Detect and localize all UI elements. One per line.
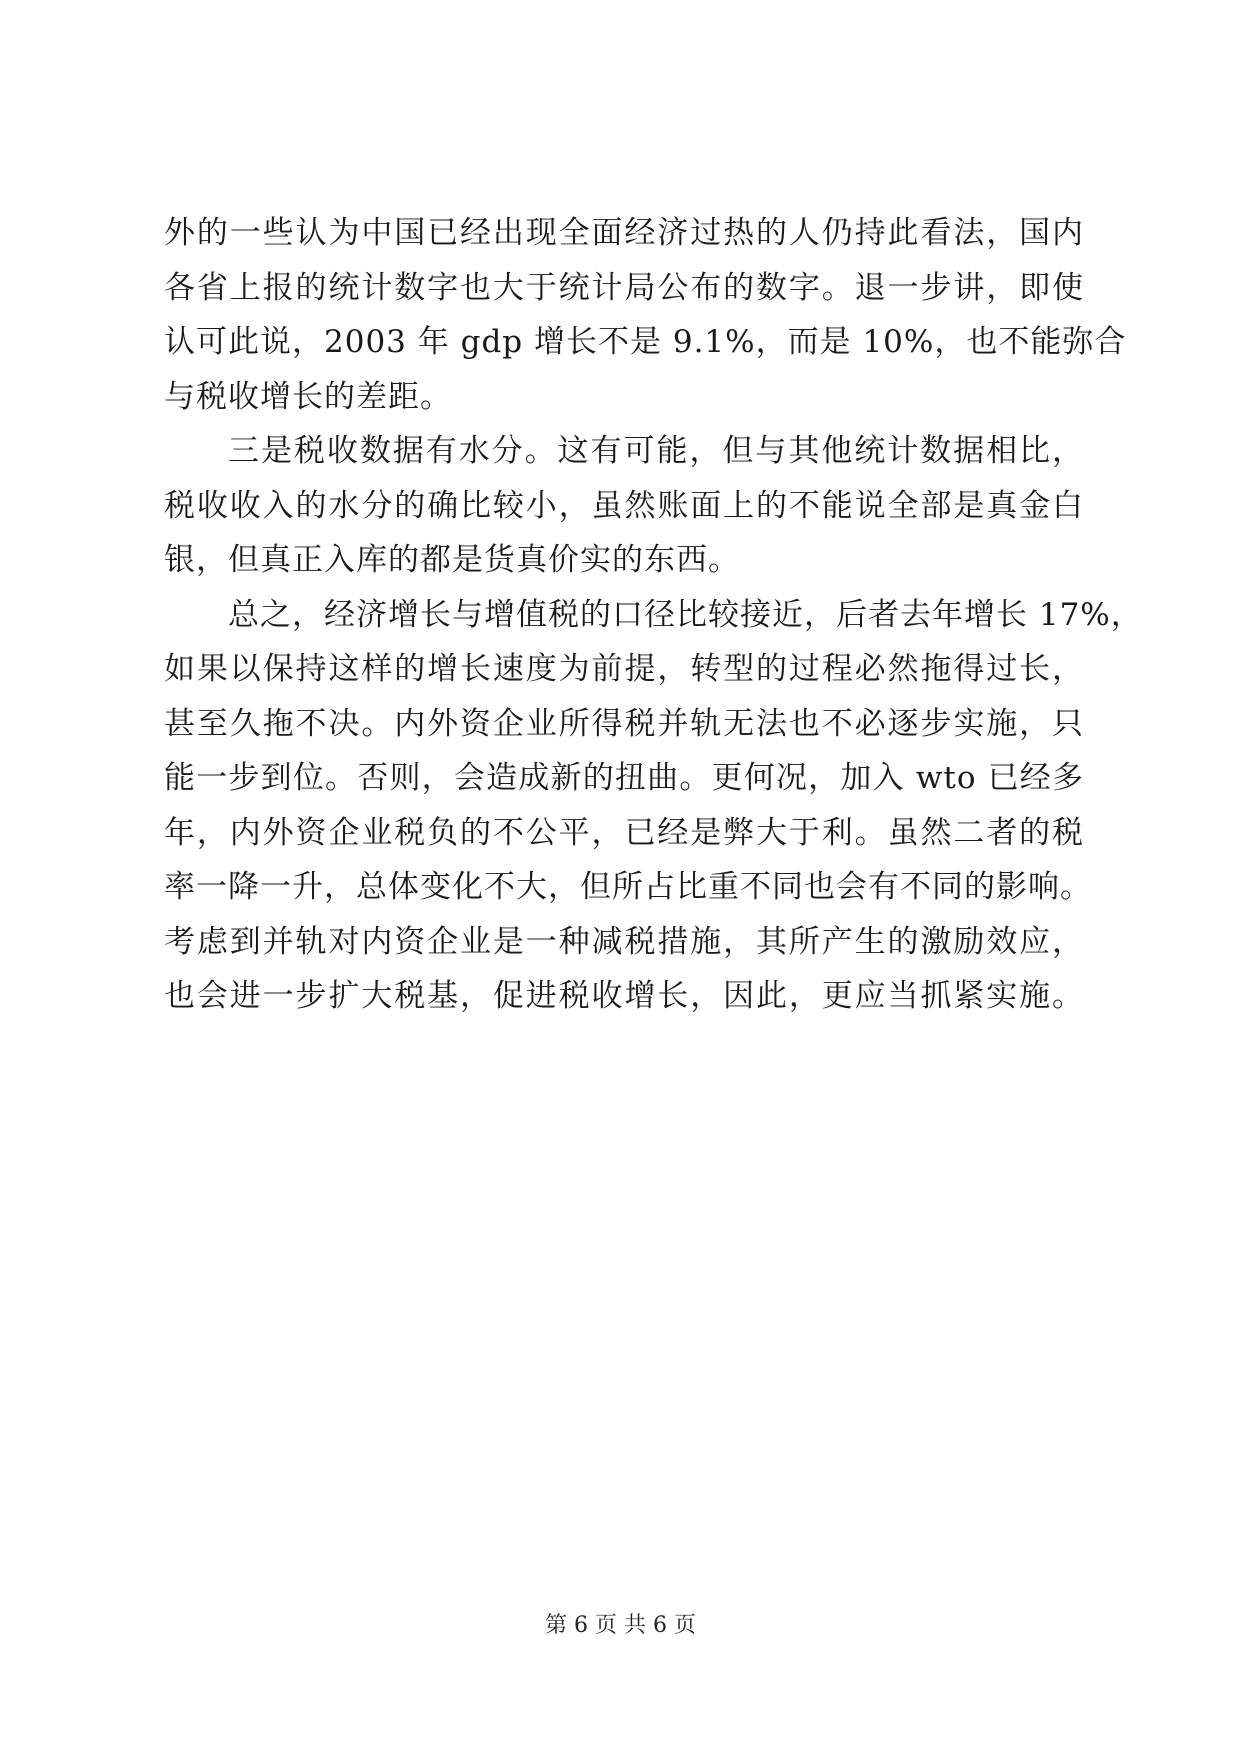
- text-line: 总之，经济增长与增值税的口径比较接近，后者去年增长 17%，: [228, 596, 1143, 633]
- text-line: 税收收入的水分的确比较小，虽然账面上的不能说全部是真金白: [164, 487, 1084, 524]
- text-line: 甚至久拖不决。内外资企业所得税并轨无法也不必逐步实施，只: [164, 705, 1084, 742]
- text-line: 年，内外资企业税负的不公平，已经是弊大于利。虽然二者的税: [164, 814, 1084, 851]
- page-number-footer: 第 6 页 共 6 页: [545, 1613, 696, 1638]
- text-line: 各省上报的统计数字也大于统计局公布的数字。退一步讲，即使: [164, 269, 1084, 306]
- paragraph: [164, 588, 1143, 1024]
- text-line: 也会进一步扩大税基，促进税收增长，因此，更应当抓紧实施。: [164, 978, 1084, 1014]
- text-line: 考虑到并轨对内资企业是一种减税措施，其所产生的激励效应，: [164, 923, 1084, 960]
- paragraph: [164, 424, 1084, 588]
- text-line: 认可此说，2003 年 gdp 增长不是 9.1%，而是 10%，也不能弥合: [164, 324, 1127, 360]
- text-line: 银，但真正入库的都是货真价实的东西。: [164, 542, 740, 578]
- text-line: 外的一些认为中国已经出现全面经济过热的人仍持此看法，国内: [164, 215, 1084, 251]
- text-line: 三是税收数据有水分。这有可能，但与其他统计数据相比，: [228, 433, 1084, 469]
- paragraph: [164, 206, 1127, 424]
- document-body: [164, 206, 1143, 1024]
- text-line: 与税收增长的差距。: [164, 378, 452, 415]
- text-line: 能一步到位。否则，会造成新的扭曲。更何况，加入 wto 已经多: [164, 760, 1084, 796]
- text-line: 率一降一升，总体变化不大，但所占比重不同也会有不同的影响。: [164, 869, 1092, 905]
- text-line: 如果以保持这样的增长速度为前提，转型的过程必然拖得过长，: [164, 651, 1084, 687]
